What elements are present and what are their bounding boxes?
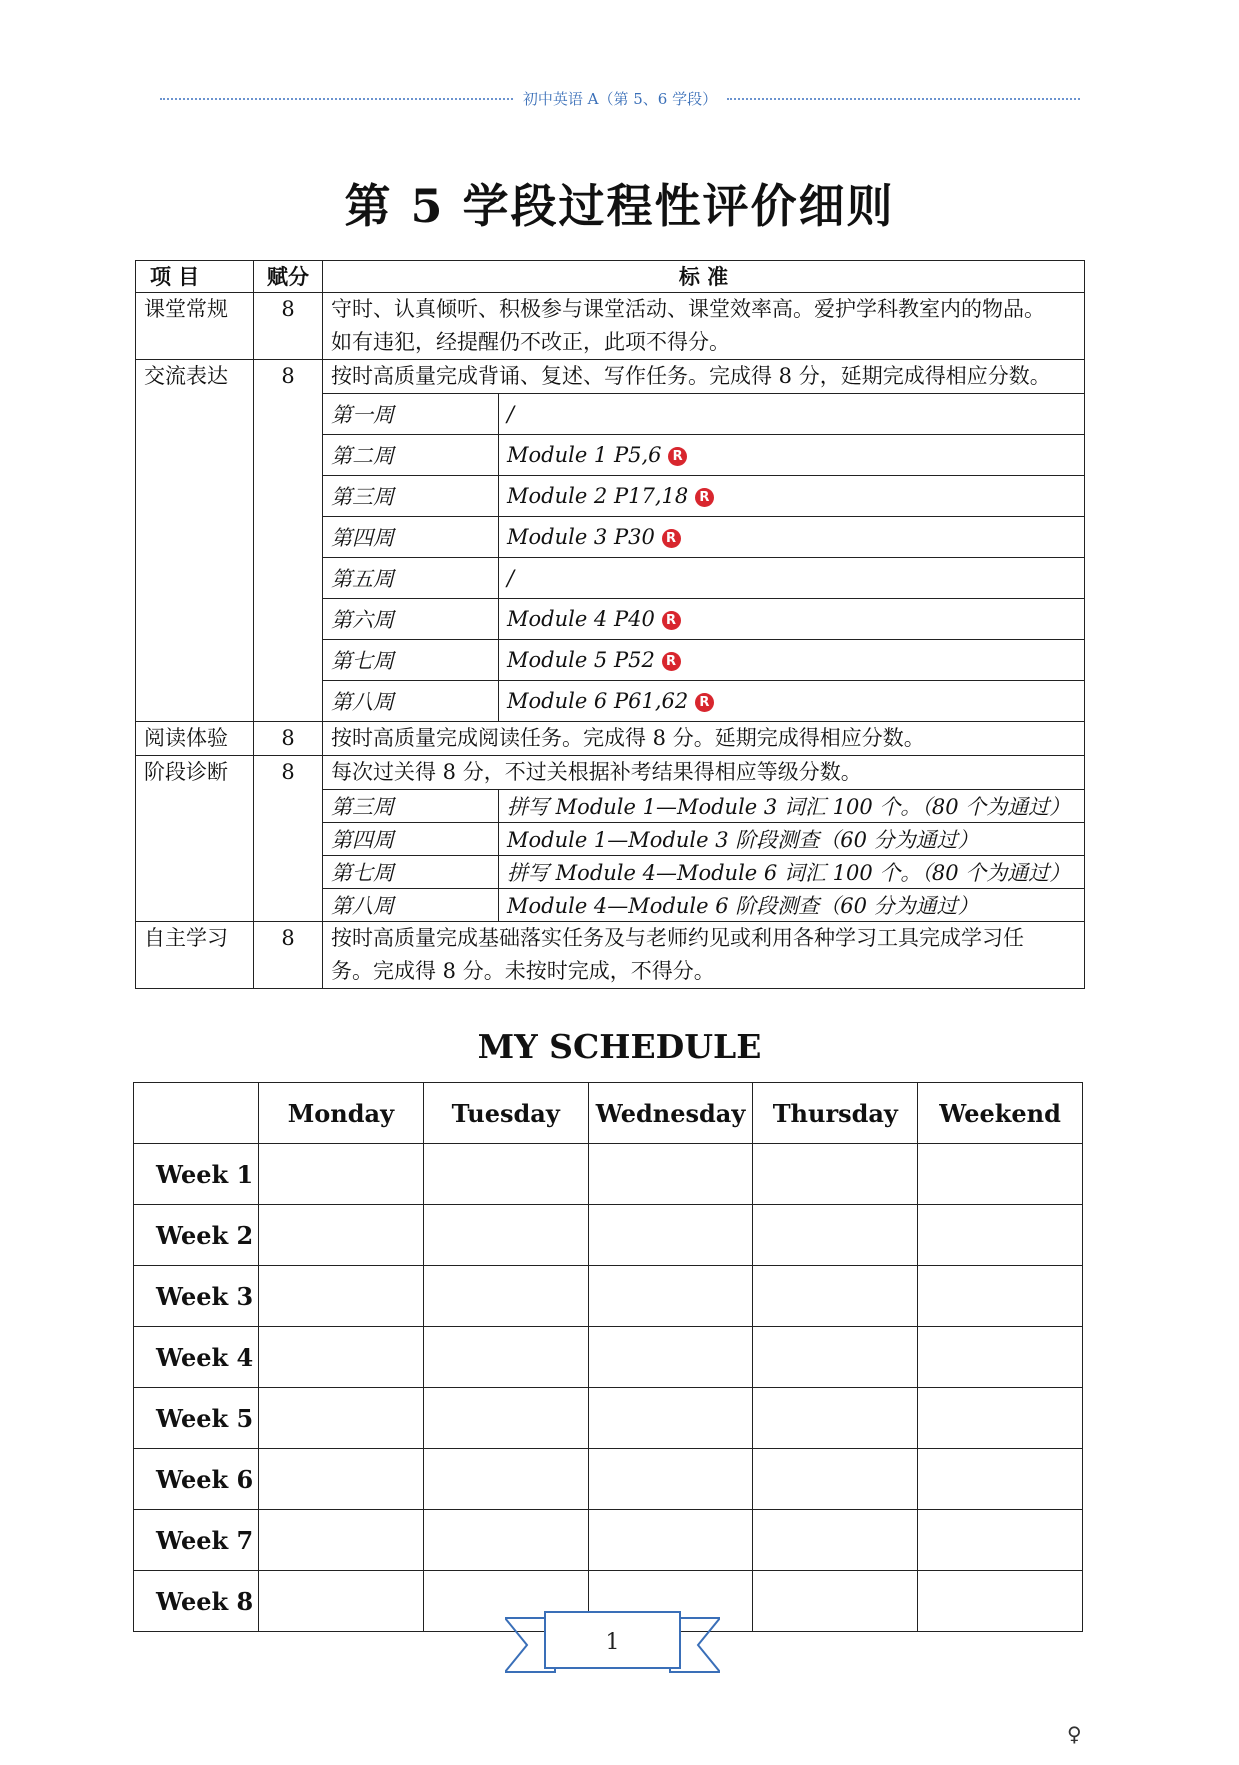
week-label: 第二周 [323, 435, 499, 476]
week-label: Week 7 [134, 1510, 259, 1571]
schedule-table [133, 1082, 1083, 1632]
week-label: 第八周 [323, 889, 499, 922]
schedule-cell [918, 1266, 1083, 1327]
schedule-cell [423, 1510, 588, 1571]
task-text: Module 6 P61,62 [507, 689, 689, 713]
schedule-cell [753, 1510, 918, 1571]
schedule-cell [423, 1144, 588, 1205]
item-cell: 阅读体验 [136, 722, 254, 756]
standard-cell: 按时高质量完成背诵、复述、写作任务。完成得 8 分，延期完成得相应分数。 [323, 360, 1085, 394]
schedule-cell [753, 1327, 918, 1388]
schedule-cell [918, 1327, 1083, 1388]
registered-mark-icon: R [668, 447, 687, 466]
week-task [499, 435, 1085, 476]
header-dots-left [160, 98, 513, 100]
schedule-cell [753, 1388, 918, 1449]
week-label: 第三周 [323, 790, 499, 823]
table-row [136, 293, 1085, 360]
item-cell: 交流表达 [136, 360, 254, 722]
header-score: 赋分 [254, 261, 323, 293]
registered-mark-icon: R [662, 652, 681, 671]
table-row [136, 922, 1085, 989]
task-text: Module 5 P52 [507, 648, 655, 672]
schedule-cell [259, 1388, 424, 1449]
schedule-row [134, 1266, 1083, 1327]
schedule-cell [423, 1327, 588, 1388]
page-title: 第 5 学段过程性评价细则 [344, 179, 895, 233]
schedule-cell [259, 1571, 424, 1632]
schedule-row [134, 1144, 1083, 1205]
week-task: Module 4—Module 6 阶段测查（60 分为通过） [499, 889, 1085, 922]
registered-mark-icon: R [662, 611, 681, 630]
schedule-cell [423, 1205, 588, 1266]
schedule-cell [918, 1388, 1083, 1449]
week-label: 第三周 [323, 476, 499, 517]
week-task [499, 599, 1085, 640]
item-cell: 自主学习 [136, 922, 254, 989]
corner-cell [134, 1083, 259, 1144]
week-task: 拼写 Module 4—Module 6 词汇 100 个。（80 个为通过） [499, 856, 1085, 889]
schedule-cell [588, 1205, 753, 1266]
week-task [499, 517, 1085, 558]
task-text: / [507, 566, 515, 590]
week-label: 第五周 [323, 558, 499, 599]
week-label: Week 2 [134, 1205, 259, 1266]
schedule-row [134, 1388, 1083, 1449]
schedule-row [134, 1205, 1083, 1266]
week-label: Week 6 [134, 1449, 259, 1510]
schedule-cell [259, 1266, 424, 1327]
schedule-cell [588, 1144, 753, 1205]
schedule-header-row [134, 1083, 1083, 1144]
score-cell: 8 [254, 922, 323, 989]
evaluation-table [135, 260, 1085, 989]
schedule-cell [259, 1510, 424, 1571]
table-row [136, 722, 1085, 756]
standard-line: 守时、认真倾听、积极参与课堂活动、课堂效率高。爱护学科教室内的物品。 [331, 297, 1045, 321]
week-task [499, 640, 1085, 681]
schedule-cell [423, 1266, 588, 1327]
day-header: Tuesday [423, 1083, 588, 1144]
header-item: 项 目 [136, 261, 254, 293]
header-standard: 标 准 [323, 261, 1085, 293]
item-cell: 阶段诊断 [136, 756, 254, 922]
schedule-cell [753, 1205, 918, 1266]
schedule-cell [918, 1571, 1083, 1632]
schedule-cell [753, 1144, 918, 1205]
schedule-cell [918, 1449, 1083, 1510]
day-header: Weekend [918, 1083, 1083, 1144]
standard-line: 如有违犯，经提醒仍不改正，此项不得分。 [331, 330, 730, 354]
schedule-cell [588, 1510, 753, 1571]
standard-cell [323, 293, 1085, 360]
week-label: 第四周 [323, 823, 499, 856]
standard-cell: 每次过关得 8 分，不过关根据补考结果得相应等级分数。 [323, 756, 1085, 790]
registered-mark-icon: R [695, 488, 714, 507]
day-header: Wednesday [588, 1083, 753, 1144]
header-dots-right [727, 98, 1080, 100]
schedule-cell [259, 1144, 424, 1205]
schedule-cell [423, 1388, 588, 1449]
week-task [499, 394, 1085, 435]
corner-figure-icon: ♀ [1067, 1722, 1082, 1746]
page-number-ribbon [505, 1610, 720, 1680]
schedule-cell [588, 1327, 753, 1388]
week-label: Week 1 [134, 1144, 259, 1205]
task-text: Module 1 P5,6 [507, 443, 662, 467]
standard-line: 按时高质量完成基础落实任务及与老师约见或利用各种学习工具完成学习任 [331, 926, 1024, 950]
week-task [499, 476, 1085, 517]
item-cell: 课堂常规 [136, 293, 254, 360]
week-label: Week 5 [134, 1388, 259, 1449]
schedule-cell [753, 1266, 918, 1327]
schedule-title: MY SCHEDULE [477, 1027, 762, 1066]
standard-cell: 按时高质量完成阅读任务。完成得 8 分。延期完成得相应分数。 [323, 722, 1085, 756]
schedule-cell [259, 1327, 424, 1388]
schedule-cell [259, 1205, 424, 1266]
schedule-cell [918, 1144, 1083, 1205]
schedule-row [134, 1449, 1083, 1510]
week-label: Week 3 [134, 1266, 259, 1327]
schedule-cell [918, 1510, 1083, 1571]
schedule-cell [918, 1205, 1083, 1266]
page-number: 1 [605, 1630, 620, 1655]
week-label: Week 4 [134, 1327, 259, 1388]
week-task [499, 558, 1085, 599]
schedule-cell [588, 1449, 753, 1510]
week-task: Module 1—Module 3 阶段测查（60 分为通过） [499, 823, 1085, 856]
schedule-cell [753, 1571, 918, 1632]
task-text: Module 3 P30 [507, 525, 655, 549]
week-label: 第六周 [323, 599, 499, 640]
schedule-cell [588, 1388, 753, 1449]
task-text: Module 4 P40 [507, 607, 655, 631]
week-label: 第八周 [323, 681, 499, 722]
schedule-cell [588, 1266, 753, 1327]
week-label: 第七周 [323, 856, 499, 889]
schedule-cell [259, 1449, 424, 1510]
score-cell: 8 [254, 756, 323, 922]
schedule-row [134, 1510, 1083, 1571]
schedule-row [134, 1327, 1083, 1388]
score-cell: 8 [254, 722, 323, 756]
header-text: 初中英语 A（第 5、6 学段） [522, 90, 718, 108]
table-header-row [136, 261, 1085, 293]
running-header [150, 88, 1090, 109]
schedule-cell [423, 1449, 588, 1510]
table-row [136, 756, 1085, 790]
week-label: Week 8 [134, 1571, 259, 1632]
schedule-cell [753, 1449, 918, 1510]
score-cell: 8 [254, 360, 323, 722]
task-text: / [507, 402, 515, 426]
week-task [499, 681, 1085, 722]
score-cell: 8 [254, 293, 323, 360]
week-label: 第七周 [323, 640, 499, 681]
week-label: 第一周 [323, 394, 499, 435]
week-label: 第四周 [323, 517, 499, 558]
standard-line: 务。完成得 8 分。未按时完成，不得分。 [331, 959, 715, 983]
registered-mark-icon: R [695, 693, 714, 712]
week-task: 拼写 Module 1—Module 3 词汇 100 个。（80 个为通过） [499, 790, 1085, 823]
registered-mark-icon: R [662, 529, 681, 548]
day-header: Thursday [753, 1083, 918, 1144]
task-text: Module 2 P17,18 [507, 484, 689, 508]
day-header: Monday [259, 1083, 424, 1144]
table-row [136, 360, 1085, 394]
standard-cell [323, 922, 1085, 989]
